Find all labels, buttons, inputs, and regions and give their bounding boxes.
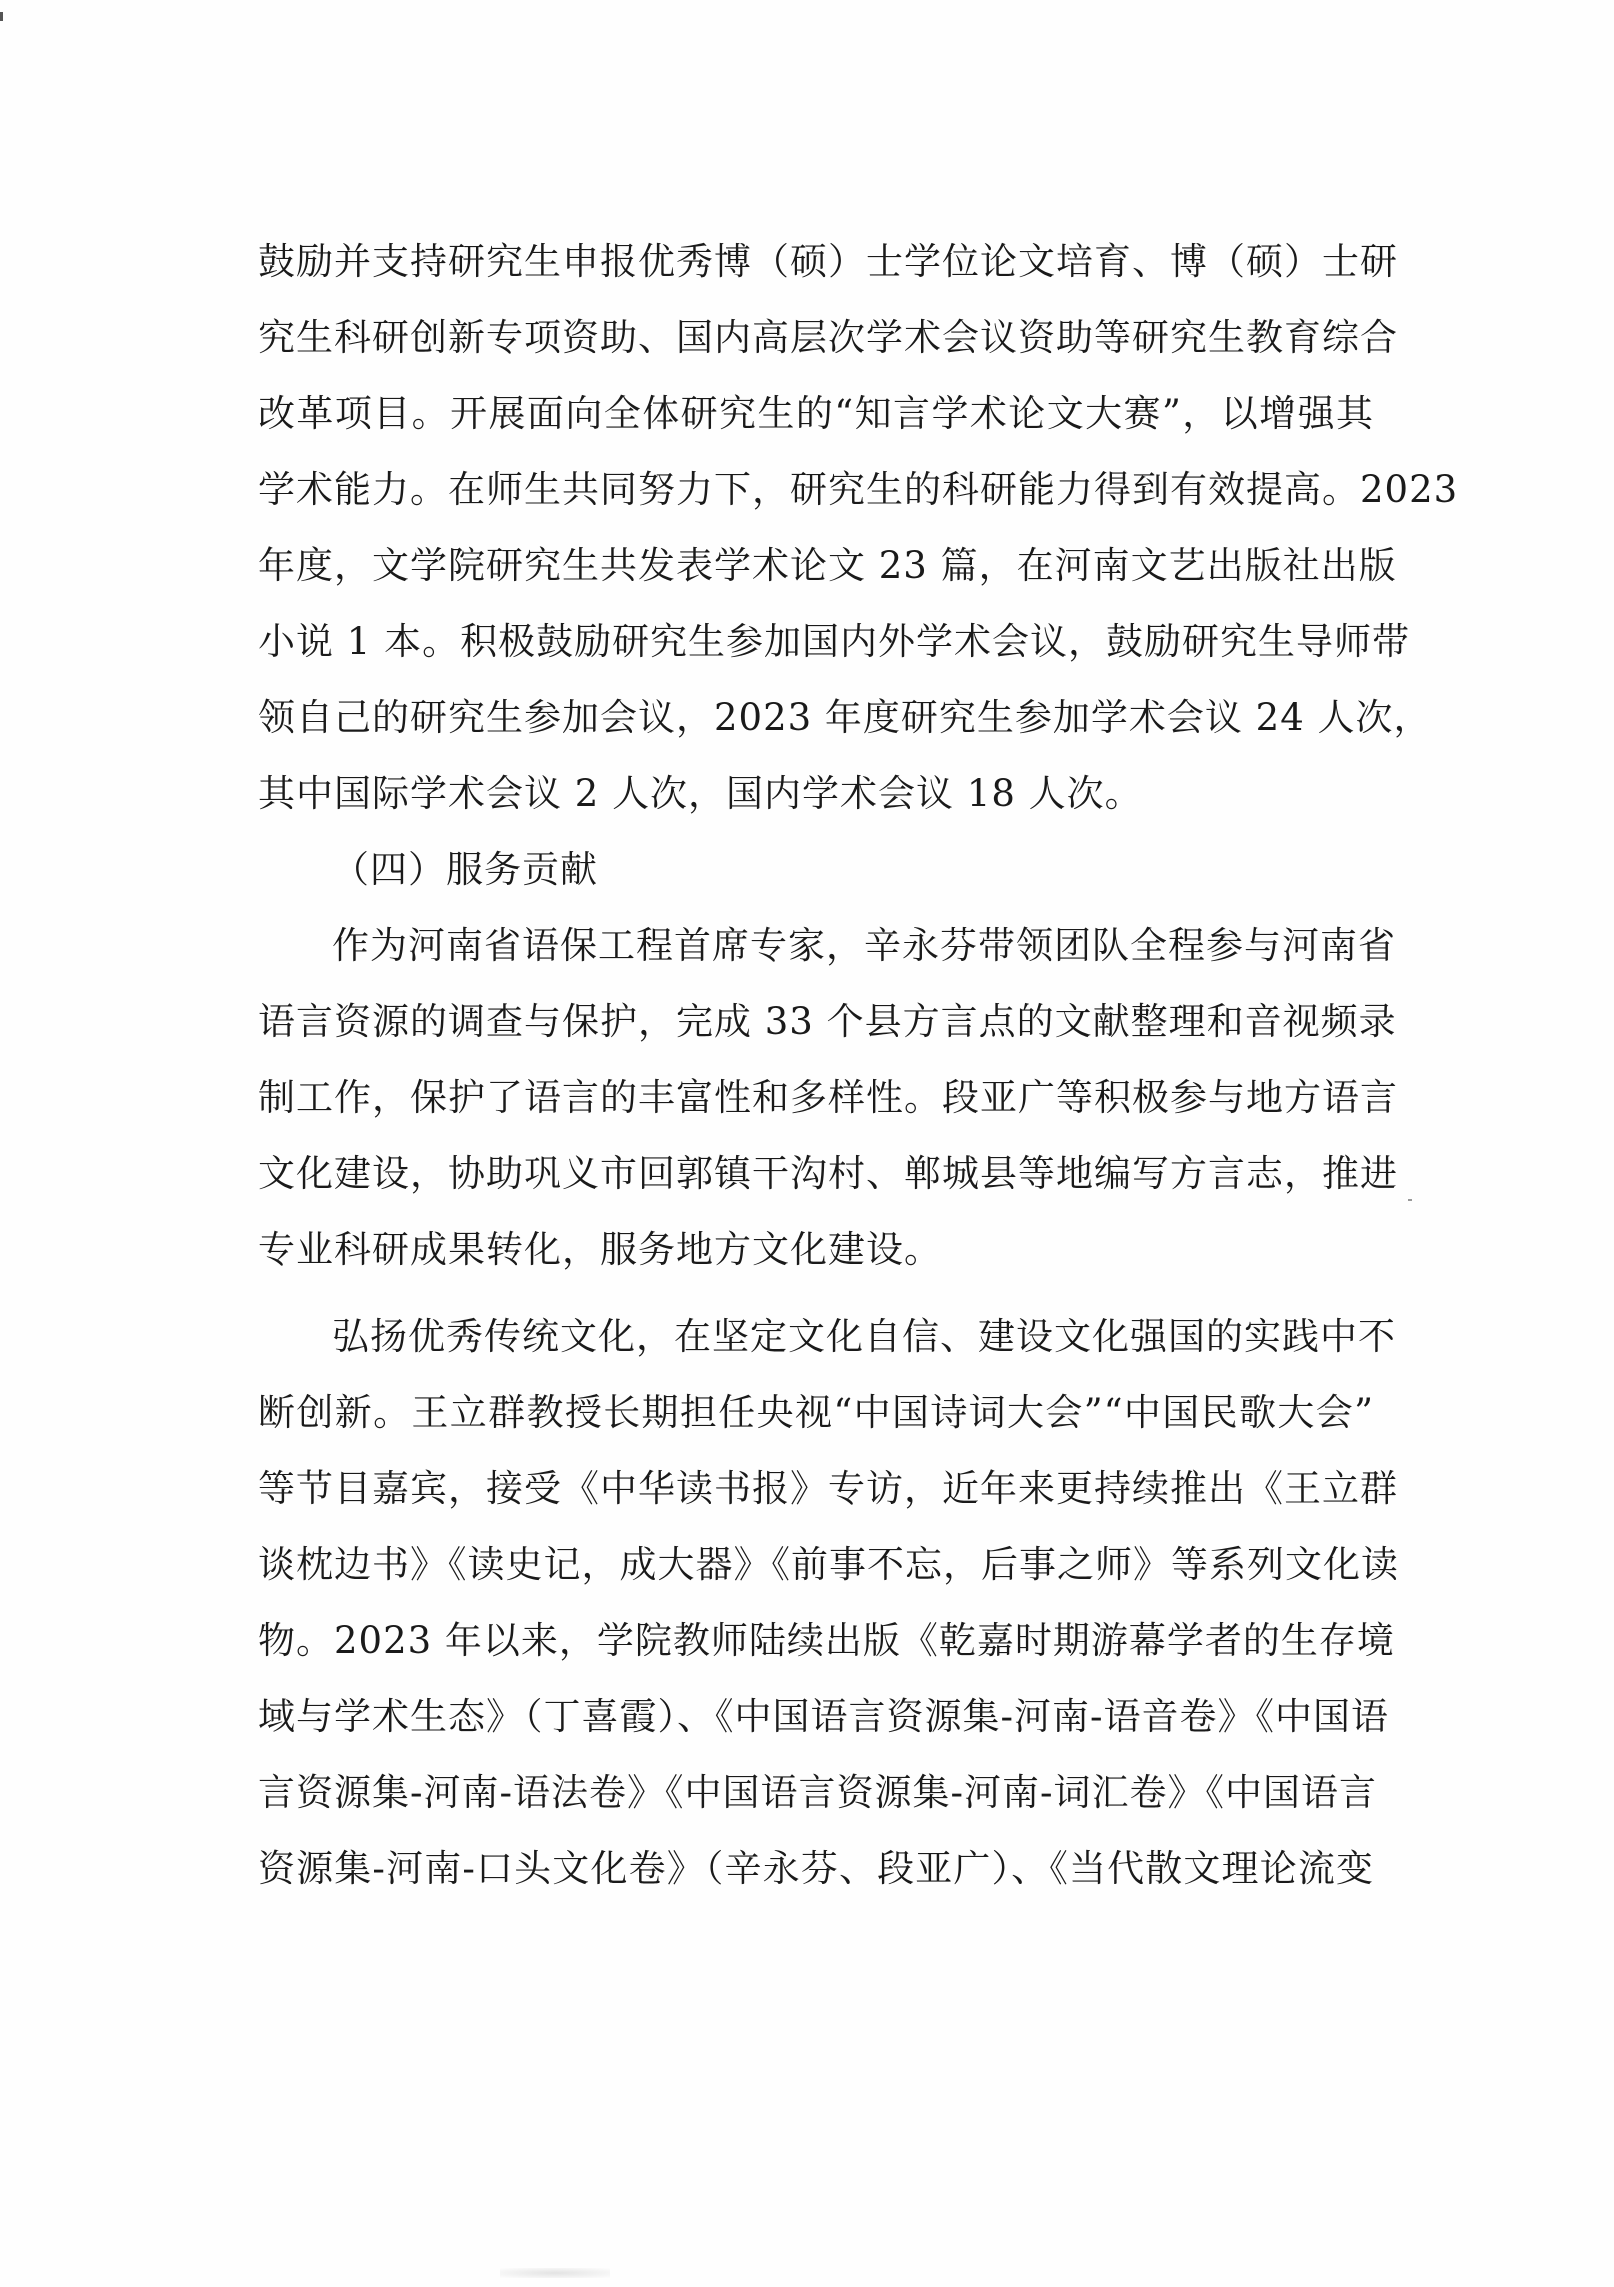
text-line: 域与学术生态》（丁喜霞）、《中国语言资源集-河南-语音卷》《中国语 [258,1695,1390,1738]
scan-smudge [500,2268,610,2278]
text-line: 领自己的研究生参加会议，2023 年度研究生参加学术会议 24 人次， [258,696,1432,739]
text-line: 资源集-河南-口头文化卷》（辛永芬、段亚广）、《当代散文理论流变 [258,1847,1374,1890]
text-line: 其中国际学术会议 2 人次，国内学术会议 18 人次。 [258,772,1143,815]
text-line: 作为河南省语保工程首席专家，辛永芬带领团队全程参与河南省 [332,924,1396,967]
text-line: 究生科研创新专项资助、国内高层次学术会议资助等研究生教育综合 [258,316,1398,359]
text-line: 言资源集-河南-语法卷》《中国语言资源集-河南-词汇卷》《中国语言 [258,1771,1378,1814]
section-heading: （四）服务贡献 [332,848,598,891]
text-line: 语言资源的调查与保护，完成 33 个县方言点的文献整理和音视频录 [258,1000,1397,1043]
text-line: 断创新。王立群教授长期担任央视“中国诗词大会”“中国民歌大会” [258,1391,1374,1434]
text-line: 鼓励并支持研究生申报优秀博（硕）士学位论文培育、博（硕）士研 [258,240,1398,283]
scan-corner-mark [0,12,3,21]
text-line: 年度，文学院研究生共发表学术论文 23 篇，在河南文艺出版社出版 [258,544,1397,587]
text-line: 学术能力。在师生共同努力下，研究生的科研能力得到有效提高。2023 [258,468,1459,511]
text-line: 弘扬优秀传统文化，在坚定文化自信、建设文化强国的实践中不 [332,1315,1396,1358]
text-line: 改革项目。开展面向全体研究生的“知言学术论文大赛”，以增强其 [258,392,1374,435]
scan-speck [1408,1199,1412,1201]
text-line: 专业科研成果转化，服务地方文化建设。 [258,1228,942,1271]
text-line: 谈枕边书》《读史记，成大器》《前事不忘，后事之师》等系列文化读 [258,1543,1399,1586]
text-line: 等节目嘉宾，接受《中华读书报》专访，近年来更持续推出《王立群 [258,1467,1398,1510]
text-line: 文化建设，协助巩义市回郭镇干沟村、郸城县等地编写方言志，推进 [258,1152,1398,1195]
text-line: 物。2023 年以来，学院教师陆续出版《乾嘉时期游幕学者的生存境 [258,1619,1395,1662]
text-line: 小说 1 本。积极鼓励研究生参加国内外学术会议，鼓励研究生导师带 [258,620,1411,663]
text-line: 制工作，保护了语言的丰富性和多样性。段亚广等积极参与地方语言 [258,1076,1398,1119]
